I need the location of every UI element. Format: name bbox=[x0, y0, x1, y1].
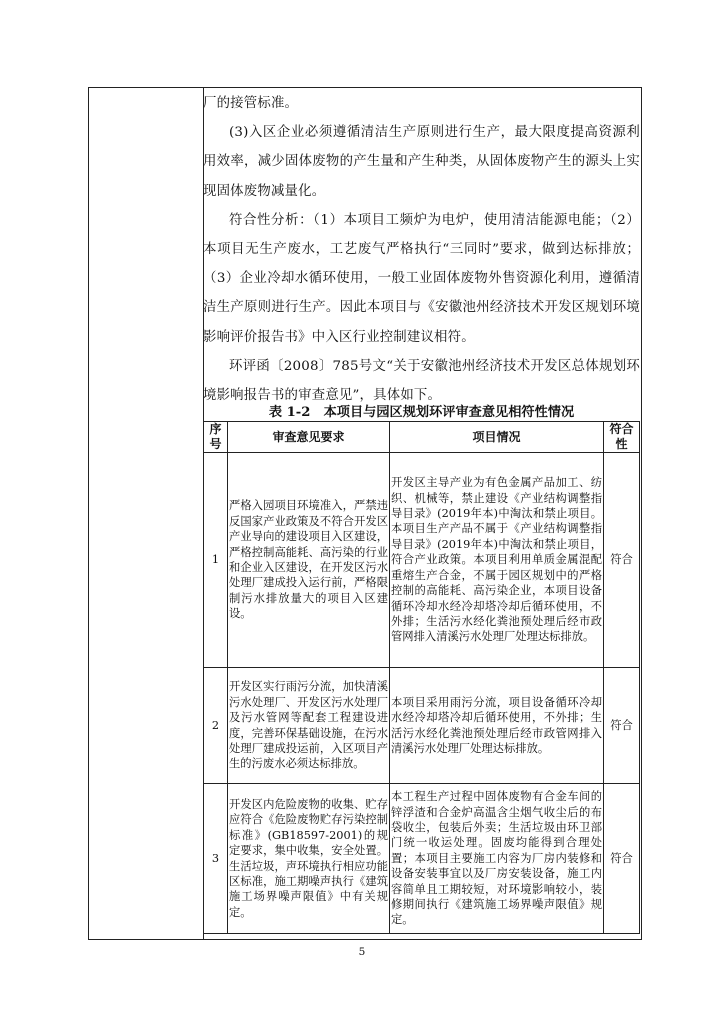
row-no: 2 bbox=[204, 668, 228, 784]
row-project: 本工程生产过程中固体废物有合金车间的锌浮渣和合金炉高温含尘烟气收尘后的布袋收尘，包装后外卖；生活垃圾由环卫部门统一收运处理。固废均能得到合理处置；本项目主要施工内容为厂房内装修和设备安装事宜以及厂房安装设备，施工内容简单且工期较短，对环境影响较小，装修期间执行《建筑施工场界噪声限值》规定。 bbox=[390, 784, 604, 934]
row-requirement: 开发区内危险废物的收集、贮存应符合《危险废物贮存污染控制标准》(GB18597-2001)的规定要求，集中收集，安全处置。生活垃圾，声环境执行相应功能区标准，施工期噪声执行《建筑施工场界噪声限值》中有关规定。 bbox=[228, 784, 390, 934]
row-no: 1 bbox=[204, 453, 228, 668]
row-requirement: 开发区实行雨污分流，加快清溪污水处理厂、开发区污水处理厂及污水管网等配套工程建设进度，完善环保基础设施，在污水处理厂建成投运前，入区项目产生的污废水必须达标排放。 bbox=[228, 668, 390, 784]
header-requirement: 审查意见要求 bbox=[228, 422, 390, 453]
header-result: 符合性 bbox=[604, 422, 640, 453]
table-title: 表 1-2 本项目与园区规划环评审查意见相符性情况 bbox=[268, 405, 575, 420]
paragraph: (3)入区企业必须遵循清洁生产原则进行生产，最大限度提高资源利用效率，减少固体废物的产生量和产生种类，从固体废物产生的源头上实现固体废物减量化。 bbox=[203, 125, 640, 199]
row-result: 符合 bbox=[604, 668, 640, 784]
table-row bbox=[204, 453, 640, 668]
paragraph: 符合性分析：（1）本项目工频炉为电炉，使用清洁能源电能；（2）本项目无生产废水，工艺废气严格执行“三同时”要求，做到达标排放；（3）企业冷却水循环使用，一般工业固体废物外售资源化利用，遵循清洁生产原则进行生产。因此本项目与《安徽池州经济技术开发区规划环境影响评价报告书》中入区行业控制建议相符。 bbox=[203, 212, 640, 345]
paragraph: 环评函〔2008〕785号文“关于安徽池州经济技术开发区总体规划环境影响报告书的审查意见”，具体如下。 bbox=[203, 358, 640, 404]
left-column bbox=[89, 88, 204, 939]
row-no: 3 bbox=[204, 784, 228, 934]
page-number: 5 bbox=[358, 946, 366, 958]
header-no: 序号 bbox=[204, 422, 228, 453]
row-project: 本项目采用雨污分流，项目设备循环冷却水经冷却塔冷却后循环使用，不外排；生活污水经化粪池预处理后经市政管网排入清溪污水处理厂处理达标排放。 bbox=[390, 668, 604, 784]
paragraph: 厂的接管标准。 bbox=[203, 96, 299, 111]
header-project: 项目情况 bbox=[390, 422, 604, 453]
body-text bbox=[203, 89, 640, 410]
table-header-row bbox=[204, 422, 640, 453]
row-result: 符合 bbox=[604, 453, 640, 668]
table-row bbox=[204, 668, 640, 784]
row-result: 符合 bbox=[604, 784, 640, 934]
row-requirement: 严格入园项目环境准入，严禁违反国家产业政策及不符合开发区产业导向的建设项目入区建设，严格控制高能耗、高污染的行业和企业入区建设，在开发区污水处理厂建成投入运行前，严格限制污水排放量大的项目入区建设。 bbox=[228, 453, 390, 668]
review-table bbox=[203, 421, 640, 934]
row-project: 开发区主导产业为有色金属产品加工、纺织、机械等，禁止建设《产业结构调整指导目录》(2019年本)中淘汰和禁止项目。本项目生产产品不属于《产业结构调整指导目录》(2019年本)中淘汰和禁止项目，符合产业政策。本项目利用单质金属混配重熔生产合金，不属于园区规划中的严格控制的高能耗、高污染企业，本项目设备循环冷却水经冷却塔冷却后循环使用，不外排；生活污水经化粪池预处理后经市政管网排入清溪污水处理厂处理达标排放。 bbox=[390, 453, 604, 668]
table-row bbox=[204, 784, 640, 934]
